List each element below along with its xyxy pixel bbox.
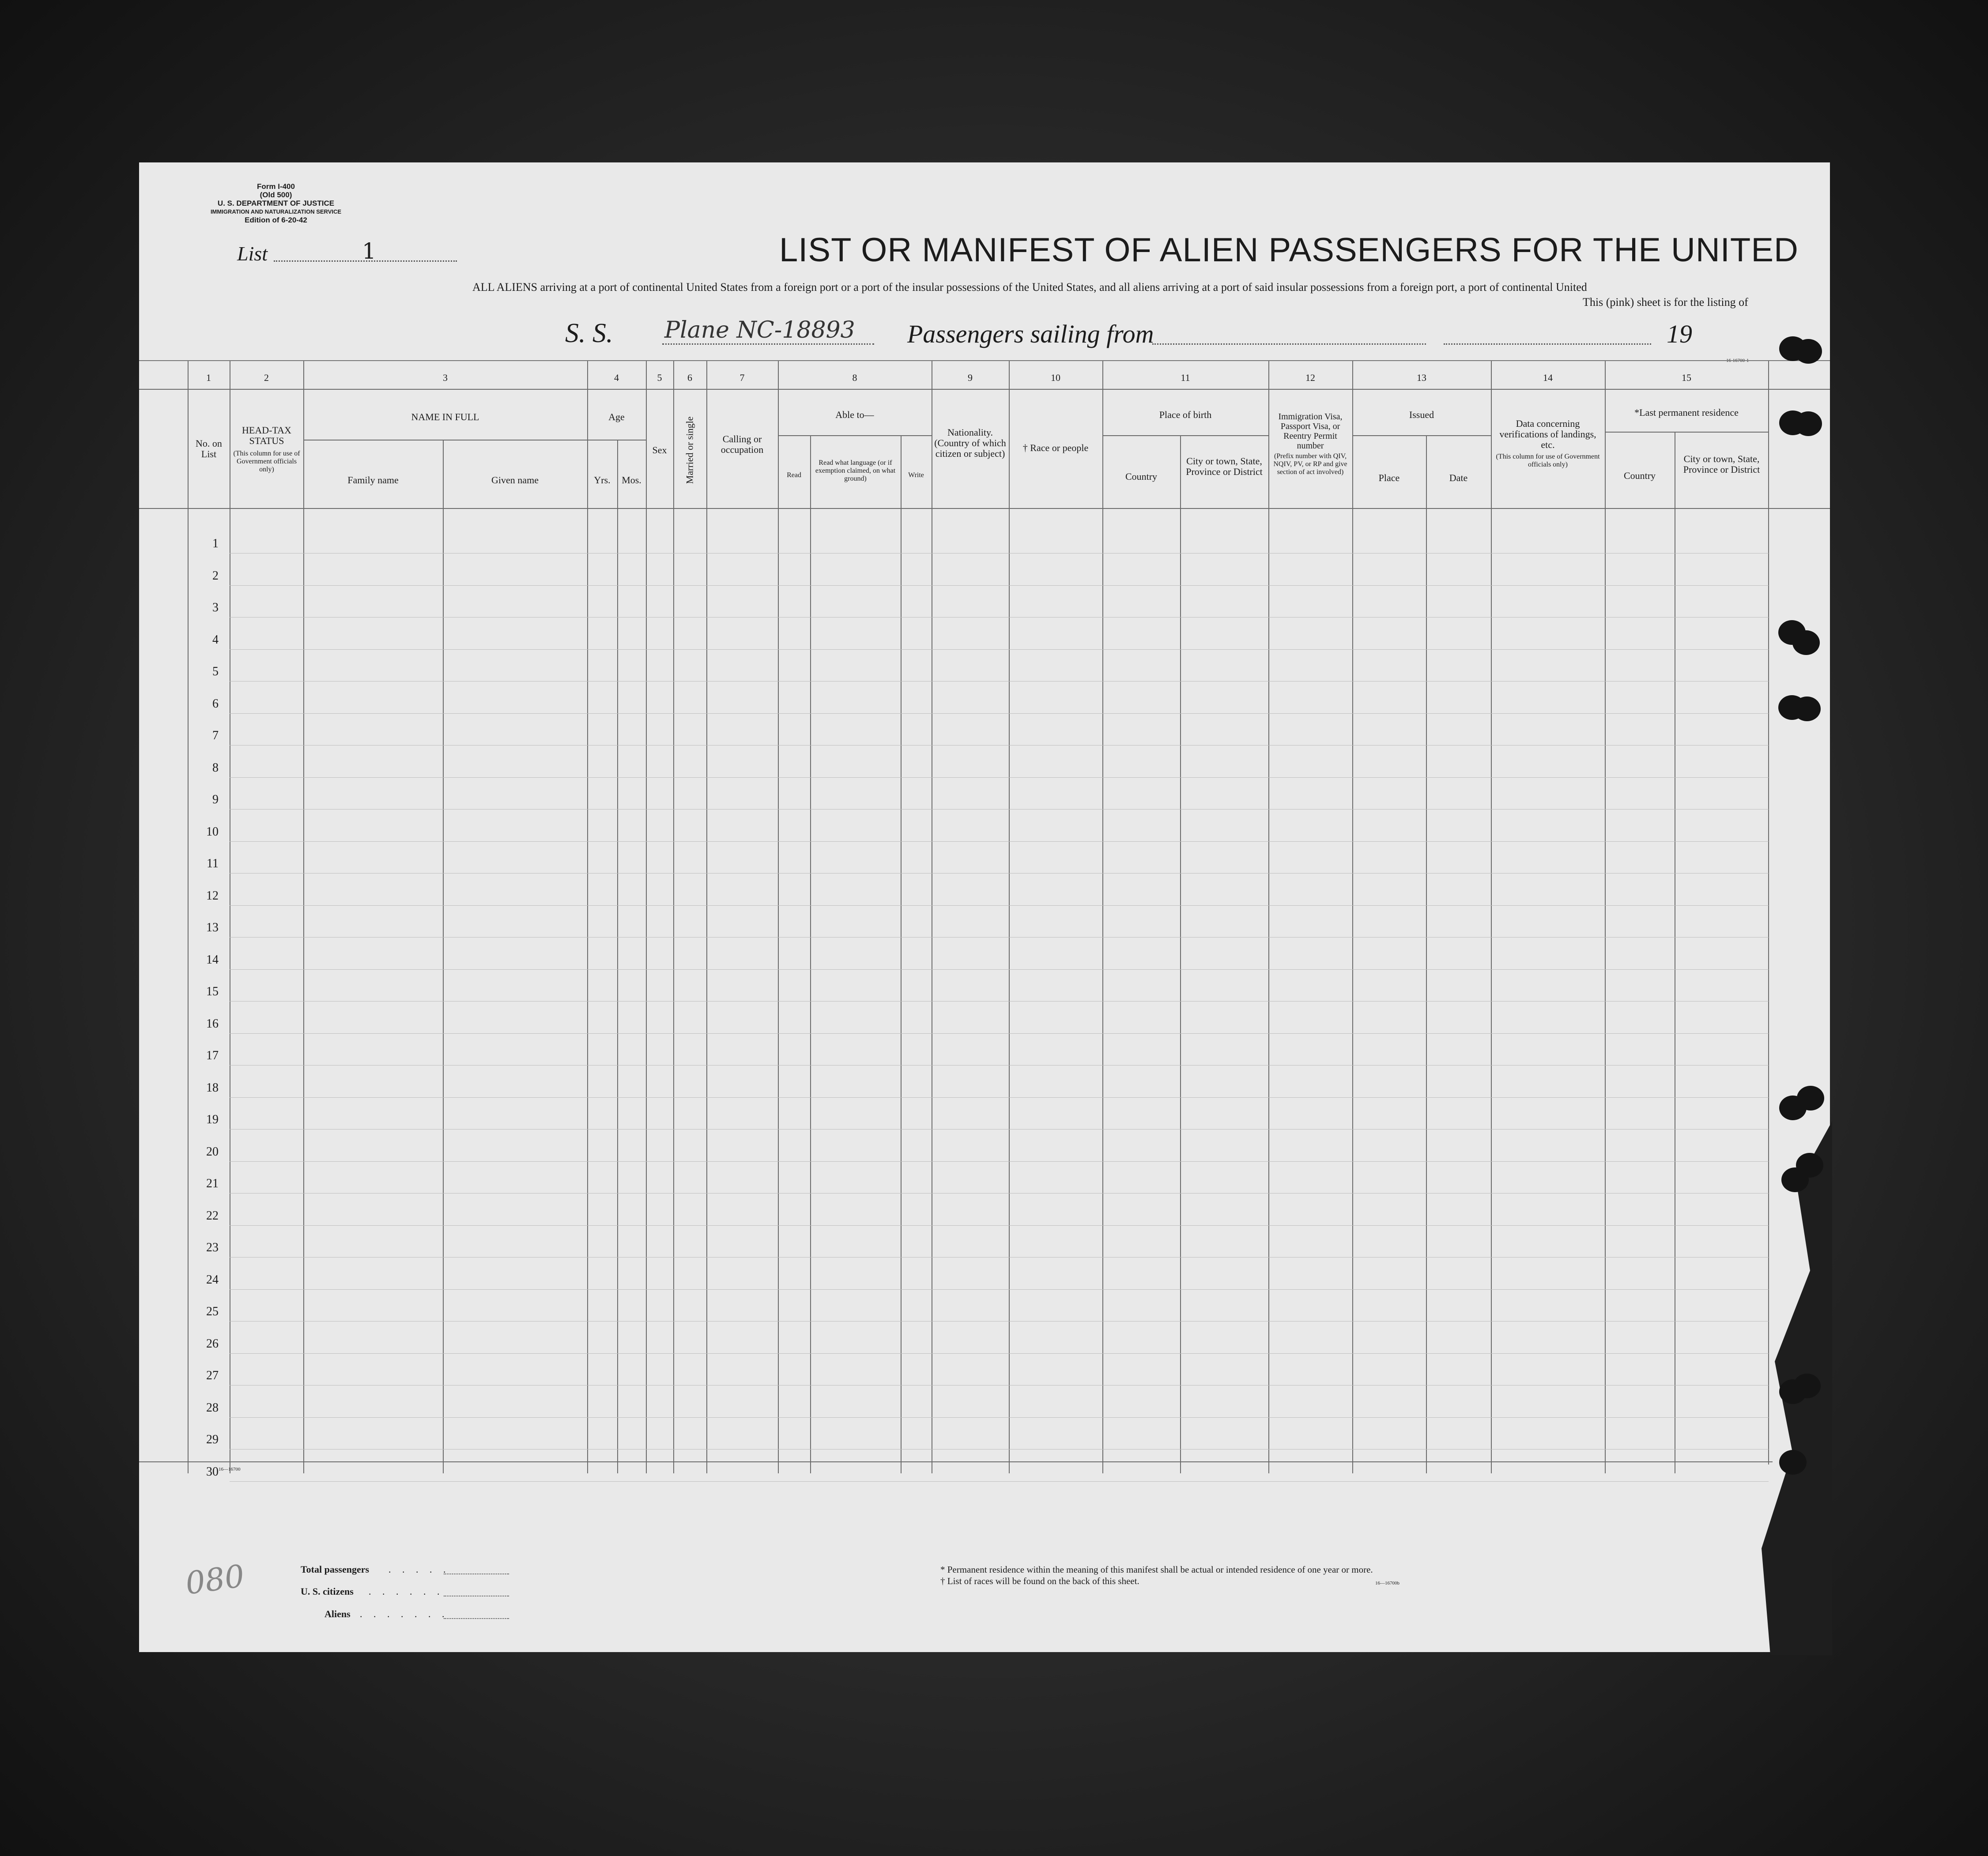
row-number: 19 — [206, 1113, 219, 1126]
total-passengers-dots: . . . . . — [389, 1564, 450, 1575]
col-number-10: 10 — [1051, 372, 1060, 383]
residence-subheader-line — [1605, 432, 1769, 433]
us-citizens-label: U. S. citizens — [301, 1586, 354, 1597]
sailing-from-label: Passengers sailing from — [907, 320, 1154, 348]
col-divider — [303, 361, 304, 1473]
header-age: Age — [608, 411, 625, 422]
header-able-language: Read what language (or if exemption claimed, on what ground) — [815, 459, 896, 482]
row-number: 10 — [206, 824, 219, 839]
row-rule — [230, 1225, 1769, 1226]
row-number: 12 — [206, 888, 219, 903]
header-family-name: Family name — [347, 474, 399, 486]
table-number-line — [139, 389, 1830, 390]
col-number-12: 12 — [1305, 372, 1315, 383]
row-number: 6 — [212, 696, 219, 711]
col-divider — [1491, 361, 1492, 1473]
form-old-number: (Old 500) — [260, 191, 292, 199]
row-number: 18 — [206, 1080, 219, 1095]
row-rule — [230, 1417, 1769, 1418]
col-divider — [617, 440, 618, 1473]
sailing-date-field — [1444, 343, 1651, 345]
col-divider — [706, 361, 707, 1473]
col-divider — [673, 361, 674, 1473]
header-married-or-single-wrap — [673, 392, 706, 508]
row-number: 7 — [212, 729, 219, 742]
row-number: 17 — [206, 1049, 219, 1062]
row-number: 29 — [206, 1433, 219, 1446]
handwritten-page-number: 080 — [183, 1558, 247, 1602]
form-service: IMMIGRATION AND NATURALIZATION SERVICE — [210, 208, 342, 215]
binder-hole — [1796, 1153, 1823, 1178]
form-code-footer: 16—16700b — [1375, 1581, 1400, 1586]
header-head-tax-title: HEAD-TAX STATUS — [242, 425, 291, 446]
table-header-bottom-line — [139, 508, 1830, 509]
binder-hole — [1792, 630, 1820, 655]
header-head-tax-note: (This column for use of Government officials only) — [233, 450, 300, 473]
able-subheader-line — [778, 435, 932, 436]
row-number: 8 — [212, 760, 219, 775]
sailing-from-field — [1152, 343, 1426, 345]
header-issued-place: Place — [1378, 472, 1400, 483]
col-divider — [1768, 361, 1769, 1464]
header-residence-city: City or town, State, Province or District — [1683, 453, 1760, 475]
col-divider — [188, 361, 189, 1473]
row-number: 2 — [212, 568, 219, 583]
row-rule — [230, 777, 1769, 778]
col-divider — [1352, 361, 1353, 1473]
row-number: 30 — [206, 1464, 219, 1479]
list-label: List — [237, 242, 268, 265]
vessel-name-handwritten: Plane NC-18893 — [664, 317, 855, 343]
table-bottom-line — [139, 1461, 1773, 1462]
header-age-months: Mos. — [622, 474, 641, 486]
row-rule — [230, 713, 1769, 714]
header-birth-country: Country — [1125, 471, 1158, 482]
col-number-9: 9 — [968, 372, 973, 383]
col-number-11: 11 — [1181, 372, 1190, 383]
row-rule — [230, 969, 1769, 970]
row-number: 14 — [206, 952, 219, 967]
col-divider — [587, 361, 588, 1473]
header-place-of-birth: Place of birth — [1159, 409, 1212, 420]
col-number-14: 14 — [1543, 372, 1553, 383]
header-visa-note: (Prefix number with QIV, NQIV, PV, or RP and give section of act involved) — [1273, 452, 1347, 476]
row-number: 22 — [206, 1208, 219, 1223]
row-number: 1 — [212, 537, 219, 550]
binder-hole — [1779, 1450, 1807, 1475]
row-number: 16 — [206, 1016, 219, 1031]
col-divider — [443, 440, 444, 1473]
col-divider — [1102, 361, 1103, 1473]
row-number: 25 — [206, 1305, 219, 1318]
header-head-tax-status — [232, 425, 302, 474]
aliens-label: Aliens — [324, 1608, 351, 1619]
col-number-1: 1 — [206, 372, 211, 383]
row-number: 13 — [206, 921, 219, 934]
row-number: 24 — [206, 1272, 219, 1287]
list-number: 1 — [362, 238, 376, 264]
vessel-underline — [662, 343, 874, 345]
header-sex: Sex — [652, 444, 667, 456]
col-number-8: 8 — [852, 372, 857, 383]
footnote-residence: * Permanent residence within the meaning of this manifest shall be actual or intended residence of one year or more. — [940, 1564, 1373, 1575]
col-number-13: 13 — [1417, 372, 1426, 383]
row-rule — [230, 1161, 1769, 1162]
row-rule — [230, 1097, 1769, 1098]
col-divider — [1605, 361, 1606, 1473]
row-rule — [230, 841, 1769, 842]
header-no-on-list: No. on List — [196, 438, 222, 459]
footnote-races: † List of races will be found on the back of this sheet. — [940, 1576, 1139, 1586]
row-rule — [230, 1033, 1769, 1034]
col-divider — [810, 436, 811, 1473]
header-able-to: Able to— — [835, 409, 874, 420]
vessel-prefix: S. S. — [565, 318, 613, 348]
col-divider — [1180, 436, 1181, 1473]
total-passengers-label: Total passengers — [301, 1564, 370, 1575]
binder-hole — [1793, 696, 1821, 721]
header-able-write: Write — [908, 471, 924, 479]
col-number-6: 6 — [687, 372, 692, 383]
us-citizens-dots: . . . . . . — [369, 1586, 444, 1597]
row-rule — [230, 1481, 1769, 1482]
col-divider — [778, 361, 779, 1473]
header-calling-occupation: Calling or occupation — [721, 433, 764, 455]
row-rule — [230, 905, 1769, 906]
header-given-name: Given name — [491, 474, 539, 486]
row-number: 4 — [212, 632, 219, 647]
row-number: 27 — [206, 1369, 219, 1382]
aliens-dots: . . . . . . . — [360, 1608, 449, 1619]
col-number-3: 3 — [443, 372, 448, 383]
col-divider — [1009, 361, 1010, 1473]
row-number: 11 — [207, 857, 219, 870]
row-number: 26 — [206, 1336, 219, 1351]
header-landing-title: Data concerning verifications of landings, etc. — [1499, 418, 1596, 450]
binder-hole — [1795, 339, 1822, 364]
col-divider — [901, 436, 902, 1473]
header-landing-note: (This column for use of Government officials only) — [1496, 453, 1600, 468]
binder-hole — [1795, 411, 1822, 436]
manifest-subtitle-1: ALL ALIENS arriving at a port of continental United States from a foreign port or a port of the insular possessions of the United States, and all aliens arriving at a port of said insular possessions from a foreign port, a port of continental United — [472, 281, 1587, 294]
header-last-residence: *Last permanent residence — [1634, 407, 1739, 418]
header-visa-number — [1270, 412, 1350, 476]
row-number: 20 — [206, 1144, 219, 1159]
issued-subheader-line — [1353, 435, 1491, 436]
col-number-4: 4 — [614, 372, 619, 383]
birth-subheader-line — [1103, 435, 1269, 436]
header-visa-title: Immigration Visa, Passport Visa, or Reentry Permit number — [1278, 412, 1343, 451]
header-married-or-single: Married or single — [684, 416, 695, 484]
form-number: Form I-400 — [257, 182, 295, 191]
row-number: 15 — [206, 985, 219, 998]
manifest-sheet — [139, 162, 1830, 1652]
manifest-title: LIST OR MANIFEST OF ALIEN PASSENGERS FOR THE UNITED — [779, 231, 1799, 269]
row-rule — [230, 1289, 1769, 1290]
row-number: 21 — [206, 1177, 219, 1190]
header-issued: Issued — [1409, 409, 1434, 420]
row-number: 9 — [212, 793, 219, 806]
header-issued-date: Date — [1449, 472, 1468, 483]
year-prefix: 19 — [1667, 320, 1692, 348]
header-age-years: Yrs. — [594, 474, 611, 486]
row-number: 3 — [212, 601, 219, 614]
row-number: 5 — [212, 665, 219, 678]
col-number-2: 2 — [264, 372, 269, 383]
row-rule — [230, 649, 1769, 650]
form-department: U. S. DEPARTMENT OF JUSTICE — [217, 199, 335, 207]
row-number: 23 — [206, 1241, 219, 1254]
col-divider — [1426, 436, 1427, 1473]
form-code-bottom: 16—16700 — [219, 1467, 241, 1472]
col-number-5: 5 — [657, 372, 662, 383]
binder-hole — [1797, 1086, 1824, 1111]
form-identifier — [210, 182, 342, 224]
row-rule — [230, 585, 1769, 586]
header-name-in-full: NAME IN FULL — [411, 411, 479, 422]
header-nationality: Nationality. (Country of which citizen or subject) — [934, 427, 1006, 459]
row-number: 28 — [206, 1400, 219, 1415]
col-divider — [1268, 361, 1269, 1473]
header-birth-city: City or town, State, Province or District — [1186, 456, 1263, 477]
table-top-line — [139, 360, 1830, 361]
aliens-field — [444, 1618, 509, 1619]
header-landing-data — [1495, 418, 1600, 469]
header-residence-country: Country — [1623, 470, 1656, 481]
header-race-or-people: † Race or people — [1022, 442, 1089, 453]
row-rule — [230, 1353, 1769, 1354]
form-edition: Edition of 6-20-42 — [245, 216, 307, 224]
manifest-subtitle-2: This (pink) sheet is for the listing of — [1583, 296, 1748, 309]
col-number-7: 7 — [739, 372, 745, 383]
col-divider — [646, 361, 647, 1473]
col-number-15: 15 — [1682, 372, 1691, 383]
binder-hole — [1793, 1374, 1821, 1398]
header-able-read: Read — [787, 471, 801, 479]
